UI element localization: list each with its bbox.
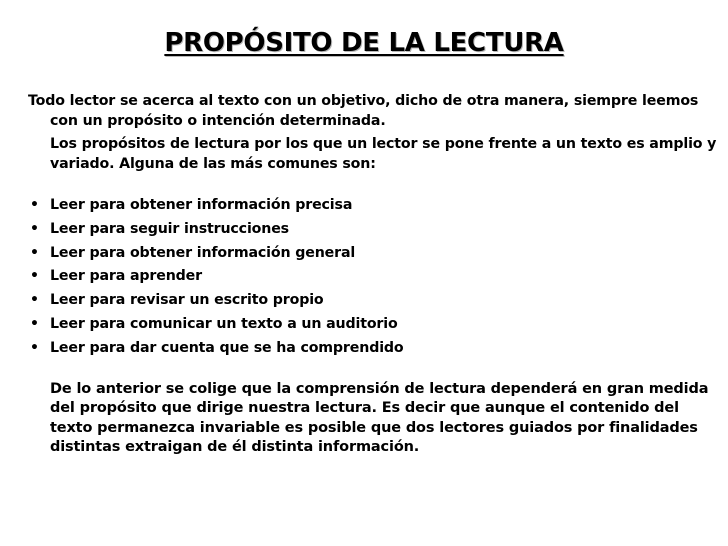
purpose-list — [28, 196, 718, 358]
list-item-text: Leer para revisar un escrito propio — [50, 292, 324, 309]
slide-body — [28, 92, 718, 457]
bullet-icon: • — [30, 244, 39, 261]
bullet-icon: • — [30, 220, 39, 237]
list-item-text: Leer para obtener información general — [50, 244, 356, 261]
list-item — [28, 339, 718, 359]
list-item — [28, 315, 718, 335]
slide-title: PROPÓSITO DE LA LECTURA — [164, 28, 564, 58]
list-item — [28, 220, 718, 240]
list-item — [28, 244, 718, 264]
list-item-text: Leer para obtener información precisa — [50, 197, 353, 213]
bullet-icon: • — [30, 315, 39, 332]
list-item — [28, 291, 718, 311]
list-item-text: Leer para dar cuenta que se ha comprendido — [50, 339, 404, 356]
list-item-text: Leer para comunicar un texto a un auditorio — [50, 315, 398, 332]
second-paragraph: Los propósitos de lectura por los que un lector se pone frente a un texto es amplio y variado. Alguna de las más comunes son: — [50, 136, 717, 172]
bullet-icon: • — [30, 197, 39, 213]
bullet-icon: • — [30, 268, 39, 285]
list-item — [28, 196, 718, 216]
conclusion-paragraph: De lo anterior se colige que la comprensión de lectura dependerá en gran medida del propósito que dirige nuestra lectura. Es decir que aunque el contenido del texto permanezca invariable es posible que dos lectores guiados por finalidades distintas extraigan de él distinta información. — [50, 381, 709, 455]
list-item-text: Leer para aprender — [50, 268, 202, 285]
bullet-icon: • — [30, 292, 39, 309]
bullet-icon: • — [30, 339, 39, 356]
list-item-text: Leer para seguir instrucciones — [50, 220, 289, 237]
list-item — [28, 267, 718, 287]
intro-paragraph: Todo lector se acerca al texto con un objetivo, dicho de otra manera, siempre leemos con un propósito o intención determinada. — [28, 93, 699, 129]
